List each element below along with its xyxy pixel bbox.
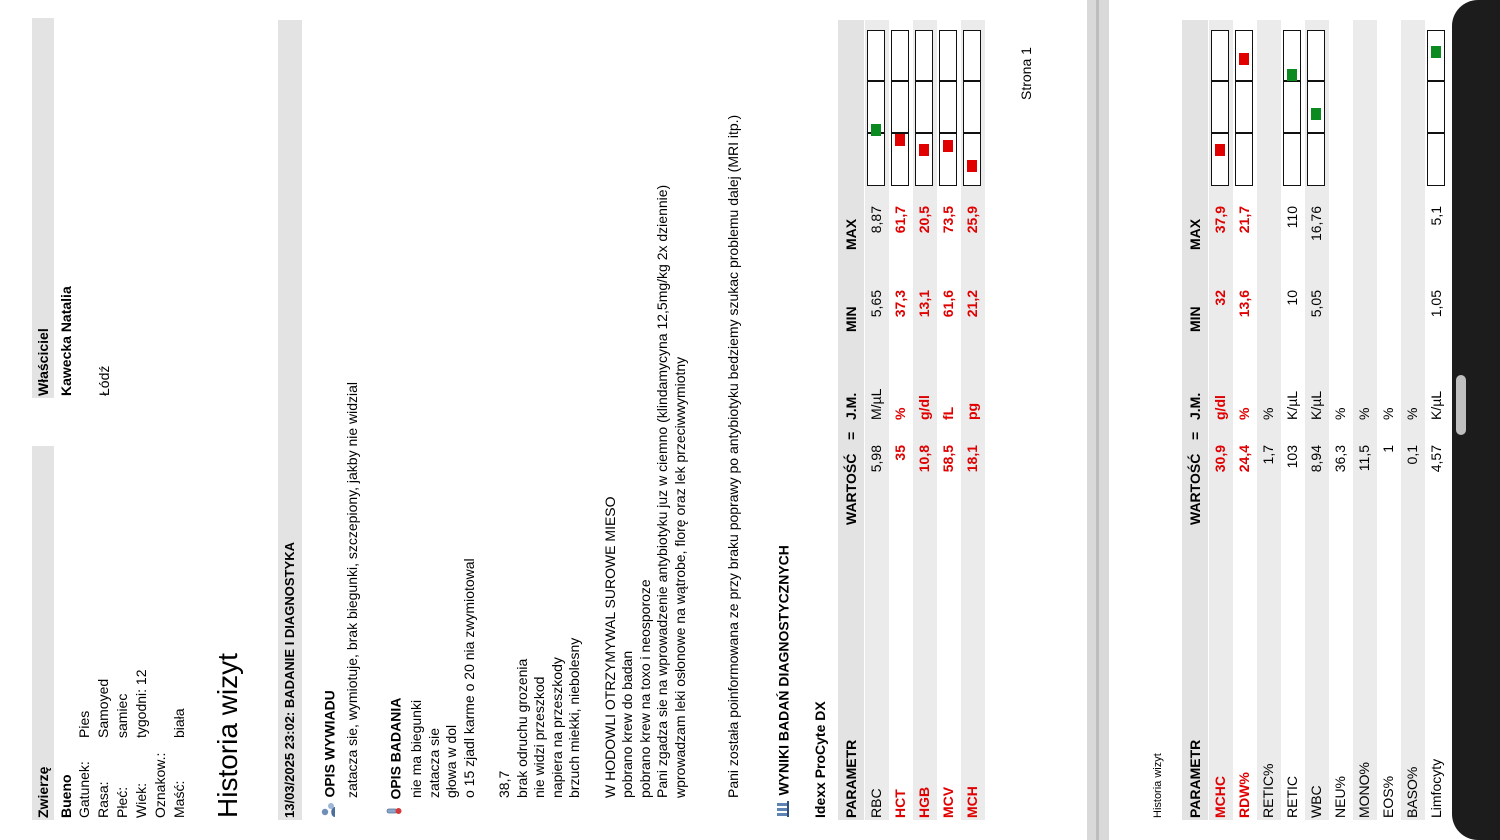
exam-line: Pani została poinformowana ze przy braku poprawy po antybiotyku bedziemy szukac problemu dalej (MRI itp.)	[724, 114, 741, 798]
animal-name: Bueno	[58, 774, 74, 818]
exam-line: napiera na przeszkody	[548, 657, 565, 798]
result-value: 1	[1380, 445, 1396, 453]
interview-section	[320, 690, 341, 818]
result-param: RETIC	[1284, 776, 1300, 818]
animal-field-label: Wiek:	[133, 783, 149, 818]
range-marker	[1287, 69, 1297, 81]
results-table-header	[838, 20, 864, 820]
result-param: RBC	[868, 788, 884, 818]
range-bar-divider	[892, 81, 908, 83]
exam-section	[386, 698, 407, 818]
row-band	[1401, 20, 1425, 820]
owner-name: Kawecka Natalia	[58, 286, 74, 396]
result-value: 58,5	[940, 445, 956, 473]
result-unit: %	[1236, 407, 1252, 420]
result-value: 1,7	[1260, 445, 1276, 465]
exam-line: głowa w dol	[443, 724, 460, 798]
range-marker	[919, 144, 929, 156]
page2-col-value: WARTOŚĆ	[1187, 453, 1203, 525]
person-icon	[320, 802, 341, 818]
result-value: 5,98	[868, 445, 884, 473]
result-param: BASO%	[1404, 766, 1420, 818]
range-marker	[1239, 53, 1249, 65]
result-min: 37,3	[892, 290, 908, 318]
result-max: 110	[1284, 206, 1300, 229]
result-min: 1,05	[1428, 290, 1444, 318]
range-bar-divider	[940, 81, 956, 83]
range-marker	[871, 124, 881, 136]
result-unit: %	[1404, 407, 1420, 420]
range-bar-divider	[1428, 81, 1444, 83]
range-bar-divider	[916, 133, 932, 135]
result-max: 16,76	[1308, 206, 1324, 242]
col-unit: J.M.	[843, 392, 859, 420]
result-param: MCV	[940, 786, 956, 818]
exam-title: OPIS BADANIA	[387, 697, 404, 800]
range-bar-divider	[916, 81, 932, 83]
page2-running-header: Historia wizyt	[1152, 753, 1164, 818]
exam-line: W HODOWLI OTRZYMYWAL SUROWE MIESO	[601, 496, 618, 798]
page2-col-eq: =	[1187, 431, 1203, 440]
range-bar-divider	[1212, 81, 1228, 83]
result-min: 13,1	[916, 290, 932, 318]
result-param: WBC	[1308, 785, 1324, 818]
result-min: 10	[1284, 290, 1300, 306]
result-param: NEU%	[1332, 775, 1348, 818]
range-bar	[1307, 30, 1325, 186]
visit-header: 13/03/2025 23:02: BADANIE I DIAGNOSTYKA	[282, 542, 297, 818]
exam-line: Pani zgadza sie na wprowadzenie antybiotyku juz w ciemno (klindamycyna 12,5mg/kg 2x dziennie)	[654, 184, 671, 798]
range-marker	[1431, 46, 1441, 58]
exam-line: 38,7	[496, 770, 512, 798]
range-bar-divider	[1308, 133, 1324, 135]
result-value: 10,8	[916, 445, 932, 473]
page-number: Strona 1	[1018, 47, 1034, 100]
page2-col-param: PARAMETR	[1187, 739, 1203, 818]
col-value: WARTOŚĆ	[843, 453, 859, 525]
page2-col-unit: J.M.	[1187, 392, 1203, 420]
lab-icon	[774, 800, 795, 818]
animal-header: Zwierzę	[35, 766, 51, 818]
result-max: 8,87	[868, 206, 884, 234]
range-bar-divider	[1308, 81, 1324, 83]
result-value: 0,1	[1404, 445, 1420, 465]
exam-line: brak odruchu grozenia	[513, 658, 530, 798]
exam-line: nie widzi przeszkod	[531, 676, 548, 798]
range-marker	[1215, 144, 1225, 156]
range-bar-divider	[1212, 133, 1228, 135]
document-page-2	[1110, 0, 1450, 840]
range-bar	[1283, 30, 1301, 186]
tablet-bezel	[1452, 0, 1500, 840]
result-max: 37,9	[1212, 206, 1228, 234]
col-min: MIN	[843, 306, 859, 332]
range-bar	[1211, 30, 1229, 186]
results-section	[774, 545, 795, 818]
result-param: MCH	[964, 786, 980, 818]
result-unit: %	[1380, 407, 1396, 420]
result-min: 5,05	[1308, 290, 1324, 318]
result-value: 36,3	[1332, 445, 1348, 473]
result-unit: %	[1260, 407, 1276, 420]
result-value: 4,57	[1428, 445, 1444, 473]
page-gutter	[1087, 0, 1109, 840]
result-param: HCT	[892, 789, 908, 818]
result-max: 5,1	[1428, 206, 1444, 226]
range-bar	[1235, 30, 1253, 186]
result-max: 21,7	[1236, 206, 1252, 234]
results-device: Idexx ProCyte DX	[812, 701, 828, 818]
page2-col-max: MAX	[1187, 218, 1203, 250]
result-unit: %	[892, 407, 908, 420]
result-min: 5,65	[868, 290, 884, 318]
exam-line: wprowadzam leki osłonowe na wątrobe, florę oraz lek przeciwwymiotny	[672, 356, 688, 798]
result-unit: pg	[964, 402, 980, 420]
result-max: 73,5	[940, 206, 956, 234]
result-min: 13,6	[1236, 290, 1252, 318]
range-bar	[867, 30, 885, 186]
result-param: Limfocyty	[1428, 758, 1444, 818]
result-min: 32	[1212, 290, 1228, 306]
result-unit: K/µL	[1308, 390, 1324, 420]
row-band	[1257, 20, 1281, 820]
range-marker	[895, 134, 905, 146]
range-bar	[891, 30, 909, 186]
exam-line: brzuch miekki, niebolesny	[566, 637, 583, 798]
animal-field-value: Samoyed	[95, 678, 111, 738]
result-unit: g/dl	[1212, 395, 1228, 420]
scroll-handle[interactable]	[1456, 375, 1466, 435]
range-marker	[1311, 108, 1321, 120]
result-value: 24,4	[1236, 445, 1252, 473]
range-bar-divider	[1236, 81, 1252, 83]
animal-field-label: Gatunek:	[76, 761, 92, 818]
range-bar	[963, 30, 981, 186]
result-max: 61,7	[892, 206, 908, 234]
animal-field-value: biała	[171, 708, 187, 738]
exam-line: pobrano krew do badan	[619, 650, 636, 798]
result-value: 11,5	[1356, 445, 1372, 472]
animal-field-value: tygodni: 12	[133, 669, 149, 738]
exam-line: nie ma biegunki	[408, 699, 424, 798]
result-param: MONO%	[1356, 762, 1372, 818]
range-bar-divider	[868, 81, 884, 83]
result-unit: K/µL	[1284, 390, 1300, 420]
range-marker	[943, 140, 953, 152]
row-band	[1353, 20, 1377, 820]
range-bar	[939, 30, 957, 186]
result-param: RDW%	[1236, 772, 1252, 818]
animal-field-label: Rasa:	[95, 781, 111, 818]
range-bar-divider	[1428, 133, 1444, 135]
range-marker	[967, 160, 977, 172]
animal-field-value: Pies	[76, 710, 92, 738]
range-bar	[1427, 30, 1445, 186]
animal-field-label: Oznakow.:	[152, 752, 168, 818]
exam-line: o 15 zjadl karme o 20 nia zwymiotowal	[460, 558, 477, 798]
range-bar-divider	[1236, 133, 1252, 135]
result-value: 35	[892, 445, 908, 461]
result-min: 61,6	[940, 290, 956, 318]
result-max: 20,5	[916, 206, 932, 234]
col-eq: =	[843, 431, 859, 440]
result-value: 8,94	[1308, 445, 1324, 473]
col-param: PARAMETR	[843, 739, 859, 818]
results-title: WYNIKI BADAŃ DIAGNOSTYCZNYCH	[775, 545, 792, 796]
animal-field-label: Płeć:	[114, 786, 130, 818]
interview-title: OPIS WYWIADU	[321, 690, 338, 798]
page-title: Historia wizyt	[212, 653, 243, 818]
result-unit: fL	[940, 406, 956, 420]
col-max: MAX	[843, 218, 859, 250]
result-max: 25,9	[964, 206, 980, 234]
range-bar-divider	[1284, 133, 1300, 135]
exam-line: pobrano krew na toxo i neosporoze	[636, 579, 653, 798]
range-bar-divider	[940, 133, 956, 135]
result-unit: K/µL	[1428, 390, 1444, 420]
page2-col-min: MIN	[1187, 306, 1203, 332]
page2-table-header	[1182, 20, 1208, 820]
animal-field-value: samiec	[114, 693, 130, 738]
range-bar-divider	[964, 81, 980, 83]
owner-header: Właściciel	[35, 328, 51, 396]
result-param: MCHC	[1212, 776, 1228, 818]
result-value: 18,1	[964, 445, 980, 473]
animal-field-label: Maść:	[171, 780, 187, 818]
result-unit: %	[1356, 407, 1372, 420]
owner-city: Łódź	[96, 365, 112, 396]
result-value: 30,9	[1212, 445, 1228, 473]
result-param: RETIC%	[1260, 763, 1276, 818]
result-unit: g/dl	[916, 395, 932, 420]
range-bar	[915, 30, 933, 186]
result-unit: M/µL	[868, 388, 884, 420]
result-value: 103	[1284, 445, 1300, 469]
result-param: HGB	[916, 786, 932, 818]
interview-text: zatacza sie, wymiotuje, brak biegunki, szczepiony, jakby nie widzial	[344, 381, 360, 798]
animal-header-bar	[32, 446, 54, 820]
result-unit: %	[1332, 407, 1348, 420]
thermometer-icon	[386, 804, 407, 818]
result-param: EOS%	[1380, 775, 1396, 818]
range-bar-divider	[964, 133, 980, 135]
exam-line: zatacza sie	[425, 727, 442, 798]
result-min: 21,2	[964, 290, 980, 318]
